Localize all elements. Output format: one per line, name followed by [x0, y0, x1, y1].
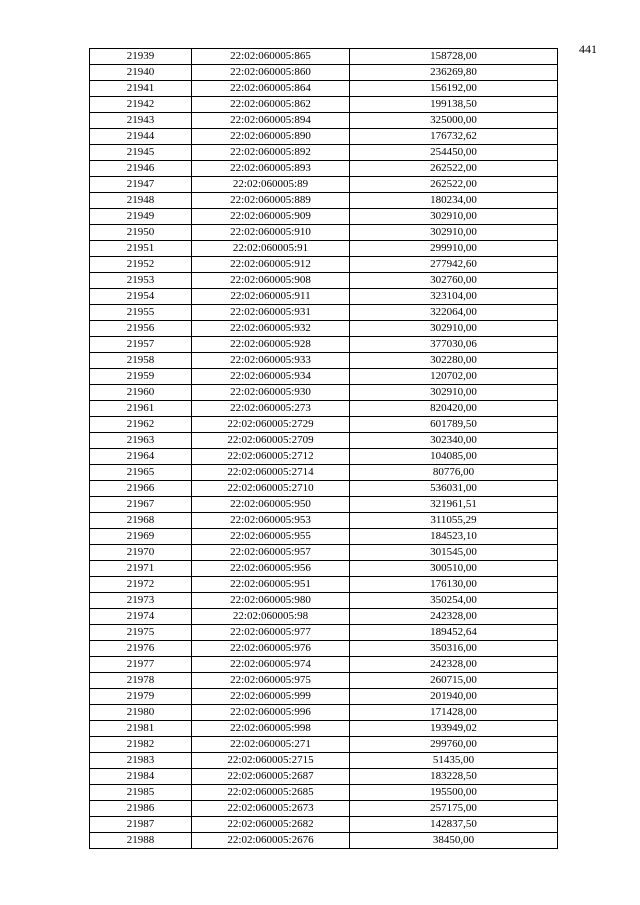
cadastral-value-cell: 302340,00 — [350, 433, 558, 449]
cadastral-number-cell: 22:02:060005:862 — [192, 97, 350, 113]
table-row — [90, 353, 558, 369]
cadastral-number-cell: 22:02:060005:999 — [192, 689, 350, 705]
table-row — [90, 433, 558, 449]
cadastral-value-cell: 262522,00 — [350, 177, 558, 193]
page-number: 441 — [579, 42, 597, 56]
table-row — [90, 497, 558, 513]
row-number-cell: 21985 — [90, 785, 192, 801]
cadastral-number-cell: 22:02:060005:931 — [192, 305, 350, 321]
cadastral-value-cell: 184523,10 — [350, 529, 558, 545]
row-number-cell: 21958 — [90, 353, 192, 369]
cadastral-number-cell: 22:02:060005:2685 — [192, 785, 350, 801]
row-number-cell: 21939 — [90, 49, 192, 65]
row-number-cell: 21944 — [90, 129, 192, 145]
row-number-cell: 21940 — [90, 65, 192, 81]
cadastral-value-cell: 199138,50 — [350, 97, 558, 113]
cadastral-value-cell: 38450,00 — [350, 833, 558, 849]
cadastral-value-cell: 311055,29 — [350, 513, 558, 529]
table-row — [90, 577, 558, 593]
row-number-cell: 21955 — [90, 305, 192, 321]
cadastral-number-cell: 22:02:060005:908 — [192, 273, 350, 289]
cadastral-value-cell: 302910,00 — [350, 385, 558, 401]
table-row — [90, 257, 558, 273]
cadastral-value-cell: 180234,00 — [350, 193, 558, 209]
cadastral-number-cell: 22:02:060005:955 — [192, 529, 350, 545]
table-row — [90, 417, 558, 433]
table-row — [90, 193, 558, 209]
cadastral-number-cell: 22:02:060005:909 — [192, 209, 350, 225]
row-number-cell: 21951 — [90, 241, 192, 257]
cadastral-number-cell: 22:02:060005:2682 — [192, 817, 350, 833]
cadastral-value-cell: 142837,50 — [350, 817, 558, 833]
row-number-cell: 21973 — [90, 593, 192, 609]
table-row — [90, 561, 558, 577]
row-number-cell: 21942 — [90, 97, 192, 113]
cadastral-value-cell: 323104,00 — [350, 289, 558, 305]
cadastral-value-cell: 299760,00 — [350, 737, 558, 753]
row-number-cell: 21984 — [90, 769, 192, 785]
cadastral-value-cell: 242328,00 — [350, 657, 558, 673]
cadastral-value-cell: 322064,00 — [350, 305, 558, 321]
cadastral-number-cell: 22:02:060005:865 — [192, 49, 350, 65]
table-row — [90, 385, 558, 401]
cadastral-number-cell: 22:02:060005:951 — [192, 577, 350, 593]
table-row — [90, 129, 558, 145]
row-number-cell: 21953 — [90, 273, 192, 289]
table-row — [90, 401, 558, 417]
cadastral-value-cell: 325000,00 — [350, 113, 558, 129]
table-row — [90, 305, 558, 321]
row-number-cell: 21963 — [90, 433, 192, 449]
table-row — [90, 97, 558, 113]
row-number-cell: 21980 — [90, 705, 192, 721]
table-row — [90, 81, 558, 97]
row-number-cell: 21965 — [90, 465, 192, 481]
cadastral-value-cell: 300510,00 — [350, 561, 558, 577]
row-number-cell: 21961 — [90, 401, 192, 417]
row-number-cell: 21941 — [90, 81, 192, 97]
cadastral-value-cell: 120702,00 — [350, 369, 558, 385]
cadastral-number-cell: 22:02:060005:933 — [192, 353, 350, 369]
row-number-cell: 21979 — [90, 689, 192, 705]
row-number-cell: 21971 — [90, 561, 192, 577]
table-row — [90, 833, 558, 849]
row-number-cell: 21966 — [90, 481, 192, 497]
cadastral-number-cell: 22:02:060005:893 — [192, 161, 350, 177]
row-number-cell: 21945 — [90, 145, 192, 161]
cadastral-number-cell: 22:02:060005:930 — [192, 385, 350, 401]
cadastral-value-cell: 176732,62 — [350, 129, 558, 145]
cadastral-value-cell: 350316,00 — [350, 641, 558, 657]
row-number-cell: 21976 — [90, 641, 192, 657]
row-number-cell: 21981 — [90, 721, 192, 737]
cadastral-number-cell: 22:02:060005:977 — [192, 625, 350, 641]
cadastral-number-cell: 22:02:060005:2687 — [192, 769, 350, 785]
table-body — [90, 49, 558, 849]
row-number-cell: 21946 — [90, 161, 192, 177]
cadastral-value-cell: 536031,00 — [350, 481, 558, 497]
cadastral-number-cell: 22:02:060005:975 — [192, 673, 350, 689]
table-row — [90, 545, 558, 561]
table-row — [90, 593, 558, 609]
cadastral-value-cell: 193949,02 — [350, 721, 558, 737]
row-number-cell: 21975 — [90, 625, 192, 641]
table-row — [90, 625, 558, 641]
row-number-cell: 21988 — [90, 833, 192, 849]
cadastral-number-cell: 22:02:060005:974 — [192, 657, 350, 673]
row-number-cell: 21983 — [90, 753, 192, 769]
cadastral-number-cell: 22:02:060005:910 — [192, 225, 350, 241]
cadastral-number-cell: 22:02:060005:998 — [192, 721, 350, 737]
cadastral-value-cell: 302760,00 — [350, 273, 558, 289]
cadastral-number-cell: 22:02:060005:953 — [192, 513, 350, 529]
cadastral-value-cell: 189452,64 — [350, 625, 558, 641]
cadastral-value-cell: 257175,00 — [350, 801, 558, 817]
table-row — [90, 113, 558, 129]
cadastral-value-cell: 302280,00 — [350, 353, 558, 369]
cadastral-number-cell: 22:02:060005:890 — [192, 129, 350, 145]
table-row — [90, 289, 558, 305]
cadastral-number-cell: 22:02:060005:892 — [192, 145, 350, 161]
cadastral-value-cell: 302910,00 — [350, 225, 558, 241]
row-number-cell: 21949 — [90, 209, 192, 225]
cadastral-number-cell: 22:02:060005:2676 — [192, 833, 350, 849]
cadastral-value-cell: 302910,00 — [350, 321, 558, 337]
row-number-cell: 21978 — [90, 673, 192, 689]
cadastral-number-cell: 22:02:060005:957 — [192, 545, 350, 561]
table-row — [90, 801, 558, 817]
cadastral-number-cell: 22:02:060005:2710 — [192, 481, 350, 497]
cadastral-number-cell: 22:02:060005:2673 — [192, 801, 350, 817]
table-row — [90, 721, 558, 737]
table-row — [90, 337, 558, 353]
cadastral-value-cell: 277942,60 — [350, 257, 558, 273]
table-row — [90, 513, 558, 529]
cadastral-value-cell: 176130,00 — [350, 577, 558, 593]
cadastral-number-cell: 22:02:060005:860 — [192, 65, 350, 81]
cadastral-number-cell: 22:02:060005:98 — [192, 609, 350, 625]
row-number-cell: 21986 — [90, 801, 192, 817]
cadastral-value-cell: 260715,00 — [350, 673, 558, 689]
cadastral-value-cell: 195500,00 — [350, 785, 558, 801]
cadastral-number-cell: 22:02:060005:976 — [192, 641, 350, 657]
row-number-cell: 21974 — [90, 609, 192, 625]
table-row — [90, 769, 558, 785]
cadastral-number-cell: 22:02:060005:996 — [192, 705, 350, 721]
table-row — [90, 529, 558, 545]
table-row — [90, 241, 558, 257]
row-number-cell: 21964 — [90, 449, 192, 465]
row-number-cell: 21987 — [90, 817, 192, 833]
cadastral-value-cell: 601789,50 — [350, 417, 558, 433]
cadastral-value-cell: 377030,06 — [350, 337, 558, 353]
row-number-cell: 21954 — [90, 289, 192, 305]
table-row — [90, 673, 558, 689]
table-row — [90, 161, 558, 177]
cadastral-number-cell: 22:02:060005:928 — [192, 337, 350, 353]
table-row — [90, 65, 558, 81]
cadastral-value-cell: 301545,00 — [350, 545, 558, 561]
cadastral-value-cell: 236269,80 — [350, 65, 558, 81]
row-number-cell: 21970 — [90, 545, 192, 561]
table-row — [90, 177, 558, 193]
cadastral-value-table — [89, 48, 558, 849]
cadastral-value-cell: 171428,00 — [350, 705, 558, 721]
row-number-cell: 21957 — [90, 337, 192, 353]
table-row — [90, 481, 558, 497]
cadastral-value-cell: 156192,00 — [350, 81, 558, 97]
row-number-cell: 21968 — [90, 513, 192, 529]
table-row — [90, 641, 558, 657]
table-row — [90, 705, 558, 721]
row-number-cell: 21972 — [90, 577, 192, 593]
cadastral-number-cell: 22:02:060005:2712 — [192, 449, 350, 465]
cadastral-value-cell: 242328,00 — [350, 609, 558, 625]
cadastral-number-cell: 22:02:060005:912 — [192, 257, 350, 273]
cadastral-value-cell: 302910,00 — [350, 209, 558, 225]
cadastral-value-cell: 80776,00 — [350, 465, 558, 481]
row-number-cell: 21956 — [90, 321, 192, 337]
cadastral-number-cell: 22:02:060005:91 — [192, 241, 350, 257]
cadastral-value-cell: 321961,51 — [350, 497, 558, 513]
cadastral-number-cell: 22:02:060005:956 — [192, 561, 350, 577]
row-number-cell: 21943 — [90, 113, 192, 129]
table-row — [90, 657, 558, 673]
table-row — [90, 785, 558, 801]
table-row — [90, 737, 558, 753]
cadastral-value-cell: 254450,00 — [350, 145, 558, 161]
row-number-cell: 21982 — [90, 737, 192, 753]
cadastral-value-cell: 262522,00 — [350, 161, 558, 177]
table-row — [90, 209, 558, 225]
cadastral-number-cell: 22:02:060005:2709 — [192, 433, 350, 449]
row-number-cell: 21952 — [90, 257, 192, 273]
cadastral-number-cell: 22:02:060005:889 — [192, 193, 350, 209]
table-row — [90, 369, 558, 385]
table-row — [90, 817, 558, 833]
row-number-cell: 21959 — [90, 369, 192, 385]
table-row — [90, 465, 558, 481]
table-row — [90, 145, 558, 161]
row-number-cell: 21950 — [90, 225, 192, 241]
cadastral-value-cell: 158728,00 — [350, 49, 558, 65]
row-number-cell: 21960 — [90, 385, 192, 401]
cadastral-number-cell: 22:02:060005:950 — [192, 497, 350, 513]
table-row — [90, 449, 558, 465]
cadastral-number-cell: 22:02:060005:911 — [192, 289, 350, 305]
cadastral-number-cell: 22:02:060005:89 — [192, 177, 350, 193]
table-row — [90, 49, 558, 65]
row-number-cell: 21948 — [90, 193, 192, 209]
table-row — [90, 689, 558, 705]
cadastral-value-cell: 183228,50 — [350, 769, 558, 785]
cadastral-number-cell: 22:02:060005:2715 — [192, 753, 350, 769]
cadastral-number-cell: 22:02:060005:932 — [192, 321, 350, 337]
row-number-cell: 21967 — [90, 497, 192, 513]
cadastral-number-cell: 22:02:060005:273 — [192, 401, 350, 417]
cadastral-number-cell: 22:02:060005:980 — [192, 593, 350, 609]
cadastral-value-cell: 104085,00 — [350, 449, 558, 465]
cadastral-number-cell: 22:02:060005:2729 — [192, 417, 350, 433]
cadastral-value-cell: 350254,00 — [350, 593, 558, 609]
cadastral-value-cell: 820420,00 — [350, 401, 558, 417]
cadastral-value-cell: 51435,00 — [350, 753, 558, 769]
row-number-cell: 21947 — [90, 177, 192, 193]
table-row — [90, 753, 558, 769]
cadastral-number-cell: 22:02:060005:271 — [192, 737, 350, 753]
table-row — [90, 273, 558, 289]
table-row — [90, 609, 558, 625]
table-row — [90, 321, 558, 337]
row-number-cell: 21977 — [90, 657, 192, 673]
cadastral-number-cell: 22:02:060005:894 — [192, 113, 350, 129]
cadastral-number-cell: 22:02:060005:934 — [192, 369, 350, 385]
table-row — [90, 225, 558, 241]
cadastral-value-cell: 299910,00 — [350, 241, 558, 257]
cadastral-number-cell: 22:02:060005:2714 — [192, 465, 350, 481]
row-number-cell: 21962 — [90, 417, 192, 433]
row-number-cell: 21969 — [90, 529, 192, 545]
cadastral-value-cell: 201940,00 — [350, 689, 558, 705]
cadastral-number-cell: 22:02:060005:864 — [192, 81, 350, 97]
